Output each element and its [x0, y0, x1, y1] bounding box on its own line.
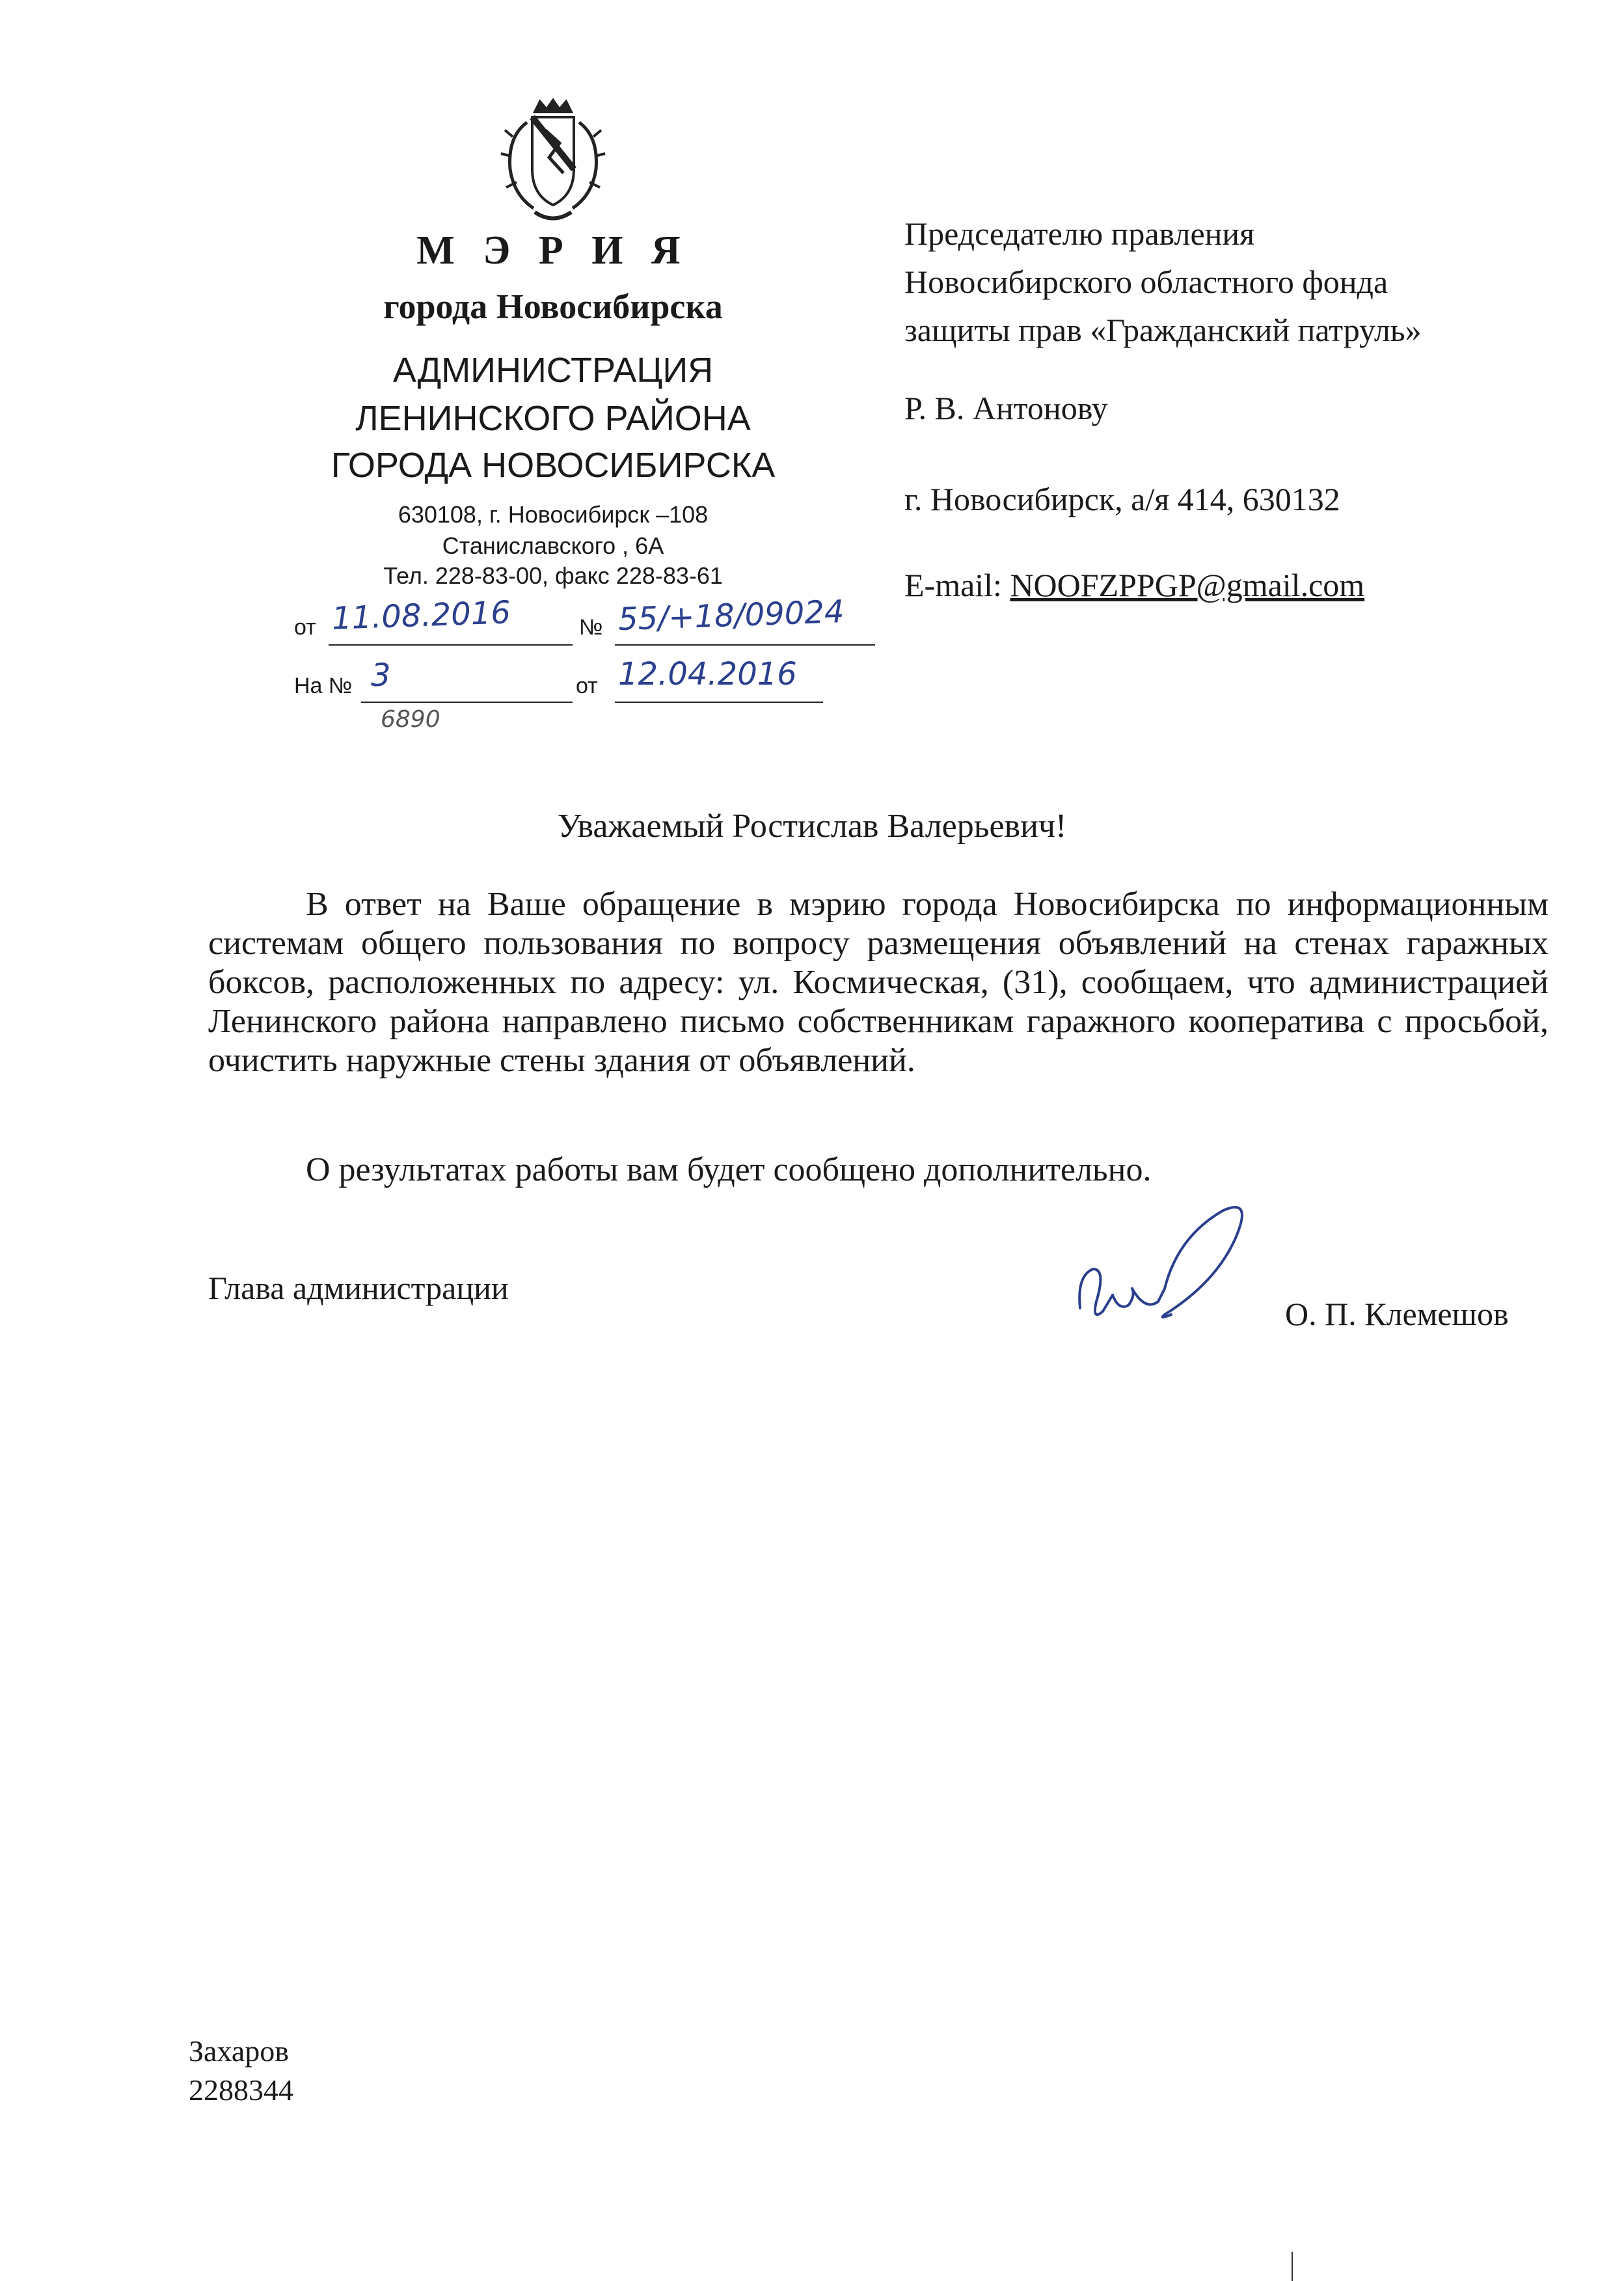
- addressee-email: [904, 566, 1594, 604]
- signatory-name: О. П. Клемешов: [1285, 1296, 1509, 1332]
- email-label: E-mail:: [904, 567, 1010, 603]
- scan-edge-mark: [1292, 2252, 1293, 2281]
- executor-name: Захаров: [189, 2034, 289, 2068]
- body-paragraph-2: О результатах работы вам будет сообщено дополнительно.: [306, 1151, 1152, 1188]
- salutation: Уважаемый Ростислав Валерьевич!: [557, 808, 1067, 845]
- addressee-name: Р. В. Антонову: [904, 390, 1108, 426]
- addressee-line-1: Председателю правления: [904, 215, 1255, 252]
- reply-date-value: 12.04.2016: [618, 656, 797, 692]
- registration-date-line: [329, 644, 573, 646]
- reply-date-label: от: [576, 674, 598, 698]
- reply-date-line: [615, 702, 823, 703]
- registration-date-label: от: [294, 615, 316, 640]
- registration-number-line: [615, 644, 875, 646]
- sender-address-line-2: Станиславского , 6А: [442, 532, 664, 559]
- mayor-office-title: М Э Р И Я: [416, 228, 690, 273]
- sender-address-line-1: 630108, г. Новосибирск –108: [398, 501, 709, 528]
- handwritten-signature: [1067, 1197, 1262, 1341]
- reply-number-label: На №: [294, 674, 353, 698]
- addressee-postal-address: г. Новосибирск, а/я 414, 630132: [904, 481, 1340, 517]
- addressee-line-3: защиты прав «Гражданский патруль»: [904, 312, 1422, 348]
- administration-line-2: ЛЕНИНСКОГО РАЙОНА: [355, 399, 751, 438]
- registration-number-value: 55/+18/09024: [617, 593, 845, 638]
- mayor-office-city: города Новосибирска: [383, 287, 723, 326]
- administration-line-3: ГОРОДА НОВОСИБИРСКА: [331, 446, 776, 485]
- signatory-title: Глава администрации: [208, 1270, 509, 1306]
- city-coat-of-arms-emblem: [494, 98, 612, 228]
- registration-date-value: 11.08.2016: [331, 594, 511, 637]
- reply-number-line: [361, 702, 573, 703]
- reply-number-value: 3: [371, 657, 391, 694]
- reply-number-sub: 6890: [381, 706, 440, 733]
- sender-phone-fax: Тел. 228-83-00, факс 228-83-61: [383, 562, 723, 589]
- addressee-line-2: Новосибирского областного фонда: [904, 264, 1388, 300]
- email-link[interactable]: NOOFZPPGP@gmail.com: [1010, 567, 1365, 603]
- administration-line-1: АДМИНИСТРАЦИЯ: [392, 351, 714, 390]
- body-paragraph-1: В ответ на Ваше обращение в мэрию города Новосибирска по информационным системам общего пользования по вопросу размещения объявлений на стенах гаражных боксов, расположенных по адресу: ул. Космическая, (31), сообщаем, что администрацией Ленинского района направлено письмо собственникам гаражного кооператива с просьбой, очистить наружные стены здания от объявлений.: [208, 886, 1549, 1079]
- executor-phone: 2288344: [189, 2073, 293, 2107]
- registration-number-label: №: [579, 615, 603, 640]
